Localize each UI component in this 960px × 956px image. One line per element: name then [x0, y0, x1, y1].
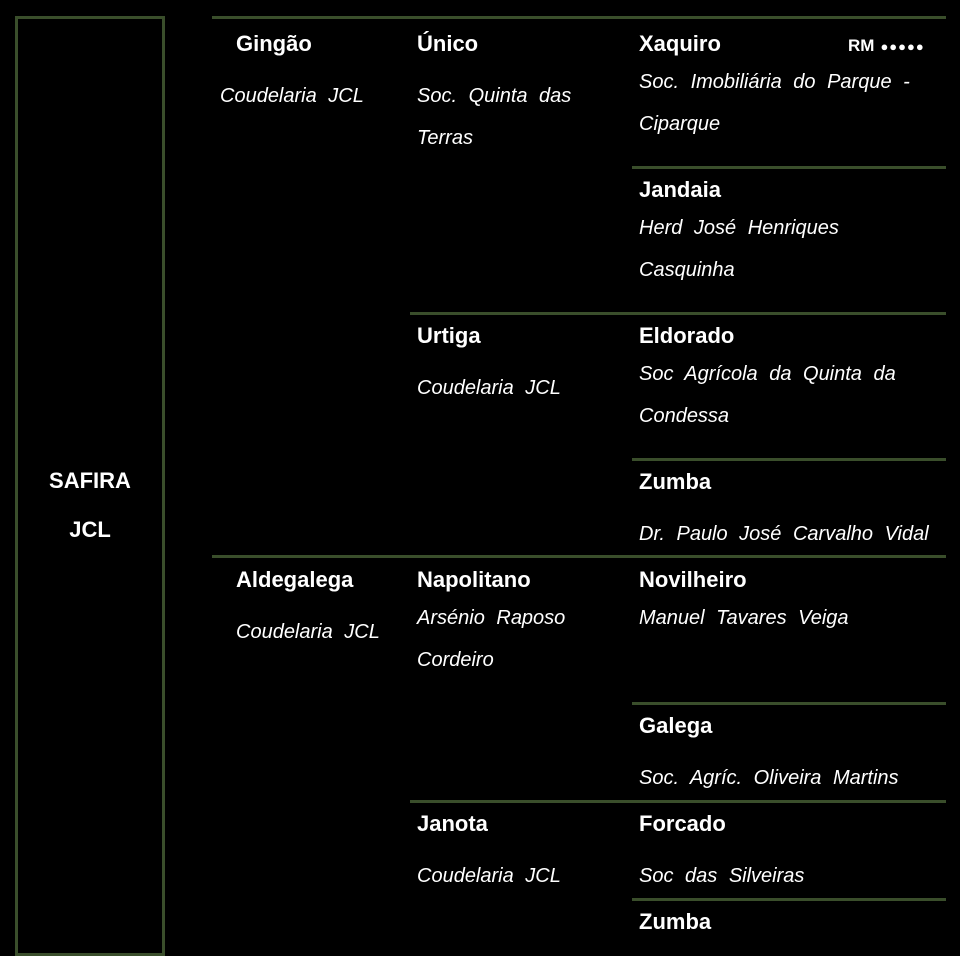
ggp-8-node — [639, 908, 939, 936]
ggp-3-owner: Soc Agrícola da Quinta da Condessa — [639, 363, 896, 427]
ggp-4-owner: Dr. Paulo José Carvalho Vidal — [639, 523, 929, 545]
grandsire-maternal-name: Napolitano — [417, 567, 531, 592]
ggp-6-name: Galega — [639, 713, 713, 738]
grandsire-paternal-owner: Soc. Quinta das Terras — [417, 85, 572, 149]
divider-dam — [212, 555, 946, 558]
ggp-4-node — [639, 468, 959, 555]
subject-box — [15, 16, 165, 956]
granddam-paternal-name: Urtiga — [417, 323, 481, 348]
ggp-5-owner: Manuel Tavares Veiga — [639, 607, 849, 629]
grandsire-paternal-name: Único — [417, 31, 479, 56]
divider-ggp-8 — [632, 898, 946, 901]
sire-name: Gingão — [236, 31, 312, 56]
rm-badge-label: RM — [848, 36, 875, 55]
divider-ggp-6 — [632, 702, 946, 705]
ggp-6-owner: Soc. Agríc. Oliveira Martins — [639, 767, 899, 789]
divider-top — [212, 16, 946, 19]
grandsire-maternal-node — [417, 566, 597, 681]
dam-owner: Coudelaria JCL — [236, 621, 380, 643]
ggp-7-name: Forcado — [639, 811, 726, 836]
ggp-1-owner: Soc. Imobiliária do Parque - Ciparque — [639, 71, 910, 135]
ggp-6-node — [639, 712, 939, 799]
granddam-maternal-name: Janota — [417, 811, 488, 836]
granddam-maternal-node — [417, 810, 617, 897]
subject-name: SAFIRA — [49, 468, 131, 493]
ggp-1-name: Xaquiro — [639, 31, 721, 56]
ggp-5-name: Novilheiro — [639, 567, 747, 592]
ggp-7-owner: Soc das Silveiras — [639, 865, 805, 887]
granddam-maternal-owner: Coudelaria JCL — [417, 865, 561, 887]
grandsire-maternal-owner: Arsénio Raposo Cordeiro — [417, 607, 566, 671]
sire-owner: Coudelaria JCL — [220, 85, 364, 107]
sire-node — [220, 30, 405, 117]
ggp-5-node — [639, 566, 939, 639]
dam-node — [236, 566, 406, 653]
ggp-8-name: Zumba — [639, 909, 712, 934]
ggp-2-owner: Herd José Henriques Casquinha — [639, 217, 839, 281]
ggp-4-name: Zumba — [639, 469, 712, 494]
divider-ggp-2 — [632, 166, 946, 169]
ggp-7-node — [639, 810, 939, 897]
dam-name: Aldegalega — [236, 567, 354, 592]
subject-suffix: JCL — [69, 517, 111, 542]
ggp-3-name: Eldorado — [639, 323, 735, 348]
rating-dots: ●●●●● — [880, 39, 925, 54]
ggp-3-node — [639, 322, 929, 437]
granddam-paternal-owner: Coudelaria JCL — [417, 377, 561, 399]
divider-gp-2 — [410, 312, 946, 315]
ggp-2-node — [639, 176, 879, 291]
divider-ggp-4 — [632, 458, 946, 461]
ggp-2-name: Jandaia — [639, 177, 721, 202]
rm-badge — [848, 36, 925, 57]
granddam-paternal-node — [417, 322, 617, 409]
grandsire-paternal-node — [417, 30, 597, 159]
divider-gp-4 — [410, 800, 946, 803]
